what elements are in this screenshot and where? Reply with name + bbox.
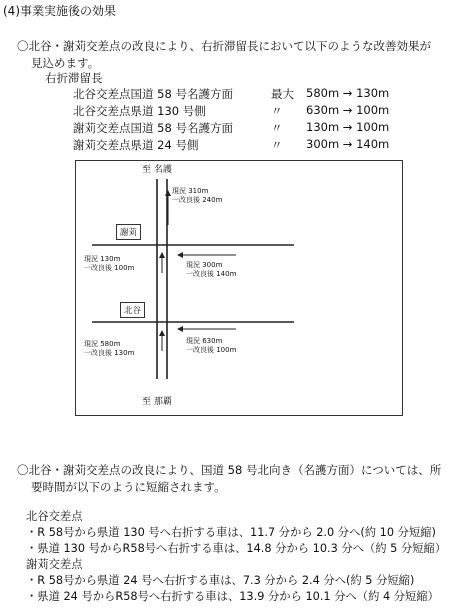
queue-title: 右折滞留長 (45, 71, 103, 85)
queue-note (186, 261, 236, 279)
queue-value: 630m → 100m (306, 103, 390, 117)
queue-note-improved: 一改良後 130m (84, 349, 135, 357)
list-item: ・県道 130 号からR58号へ右折する車は、14.8 分から 10.3 分へ（約 5 分短縮） (26, 542, 447, 555)
queue-value: 130m → 100m (306, 120, 390, 134)
travel-time-line-2: 要時間が以下のように短縮されます。 (31, 480, 226, 494)
intro-paragraph (17, 38, 431, 72)
queue-note-current: 現況 630m (186, 337, 223, 345)
queue-value: 580m → 130m (306, 86, 390, 100)
queue-note-improved: 一改良後 140m (186, 270, 237, 278)
queue-mark: 最大 (271, 87, 294, 101)
queue-mark: 〃 (271, 138, 283, 152)
intersection-diagram (75, 160, 403, 416)
queue-note-improved: 一改良後 100m (186, 346, 237, 354)
queue-value: 300m → 140m (306, 137, 390, 151)
direction-north-label: 至 名護 (142, 165, 172, 175)
queue-mark: 〃 (271, 104, 283, 118)
list-item: ・R 58号から県道 24 号へ右折する車は、7.3 分から 2.4 分へ(約 5 分短縮) (26, 574, 415, 587)
direction-south-label: 至 那覇 (142, 397, 172, 407)
queue-note (186, 337, 236, 355)
queue-note (84, 255, 134, 273)
intersection-label-chatan: 北谷 (120, 302, 145, 318)
section-title: (4)事業実施後の効果 (3, 4, 116, 18)
travel-time-line-1: 〇北谷・謝苅交差点の改良により、国道 58 号北向き（名護方面）については、所 (17, 463, 442, 477)
travel-time-paragraph (17, 462, 441, 496)
queue-location: 北谷交差点国道 58 号名護方面 (73, 87, 233, 101)
queue-location: 北谷交差点県道 130 号側 (73, 104, 206, 118)
queue-note-improved: 一改良後 100m (84, 264, 135, 272)
chatan-heading: 北谷交差点 (26, 510, 83, 523)
intersection-label-jaka: 謝苅 (116, 224, 141, 240)
queue-location: 謝苅交差点国道 58 号名護方面 (73, 121, 233, 135)
queue-location: 謝苅交差点県道 24 号側 (73, 138, 199, 152)
intro-line-1: 〇北谷・謝苅交差点の改良により、右折滞留長において以下のような改善効果が (17, 39, 431, 53)
queue-note (84, 340, 134, 358)
queue-note-current: 現況 300m (186, 261, 223, 269)
intro-line-2: 見込めます。 (31, 56, 100, 70)
list-item: ・県道 24 号からR58号へ右折する車は、13.9 分から 10.1 分へ（約 4 分短縮） (26, 590, 439, 603)
queue-note (172, 187, 222, 205)
jaka-heading: 謝苅交差点 (26, 558, 83, 571)
queue-note-current: 現況 310m (172, 187, 209, 195)
road-map (76, 161, 404, 417)
queue-note-improved: 一改良後 240m (172, 196, 223, 204)
list-item: ・R 58号から県道 130 号へ右折する車は、11.7 分から 2.0 分へ(約 10 分短縮) (26, 526, 436, 539)
queue-note-current: 現況 580m (84, 340, 121, 348)
queue-mark: 〃 (271, 121, 283, 135)
queue-note-current: 現況 130m (84, 255, 121, 263)
